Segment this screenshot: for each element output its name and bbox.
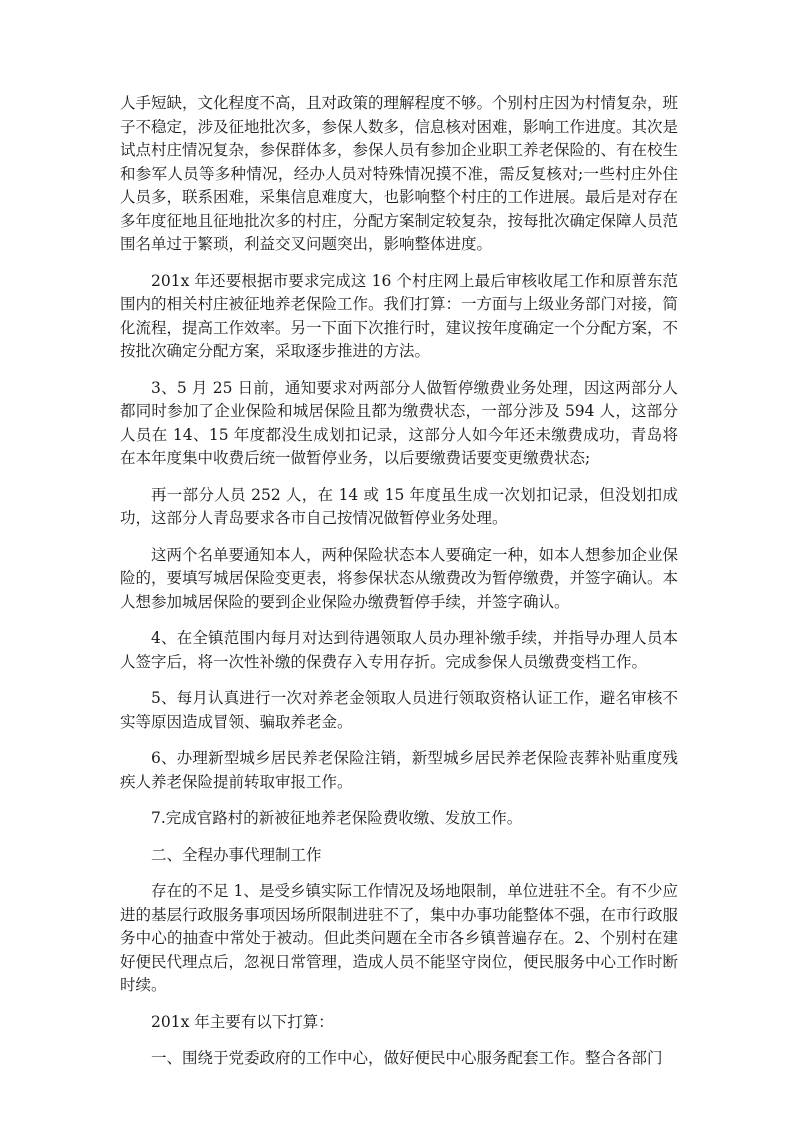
document-page xyxy=(120,92,678,1084)
section-heading: 二、全程办事代理制工作 xyxy=(151,845,322,864)
paragraph-3: 3、5 月 25 日前，通知要求对两部分人做暂停缴费业务处理，因这两部分人都同时参加了企业保险和城居保险且都为缴费状态，一部分涉及 594 人，这部分人员在 14、15 年度都没生成划扣记录，这部分人如今年还未缴费成功，青岛将在本年度集中收费后统一做暂停业务，以后要缴费话要变更缴费状态; xyxy=(120,378,678,467)
paragraph-1: 人手短缺，文化程度不高，且对政策的理解程度不够。个别村庄因为村情复杂，班子不稳定，涉及征地批次多，参保人数多，信息核对困难，影响工作进度。其次是试点村庄情况复杂，参保群体多，参保人员有参加企业职工养老保险的、有在校生和参军人员等多种情况，经办人员对特殊情况摸不准，需反复核对;一些村庄外住人员多，联系困难，采集信息难度大，也影响整个村庄的工作进展。最后是对存在多年度征地且征地批次多的村庄，分配方案制定较复杂，按每批次确定保障人员范围名单过于繁琐，利益交叉问题突出，影响整体进度。 xyxy=(120,94,679,253)
paragraph-11: 存在的不足 1、是受乡镇实际工作情况及场地限制，单位进驻不全。有不少应进的基层行政服务事项因场所限制进驻不了，集中办事功能整体不强，在市行政服务中心的抽查中常处于被动。但此类问题在全市各乡镇普遍存在。2、个别村在建好便民代理点后，忽视日常管理，造成人员不能坚守岗位，便民服务中心工作时断时续。 xyxy=(120,882,679,994)
paragraph-9: 7.完成官路村的新被征地养老保险费收缴、发放工作。 xyxy=(151,809,523,827)
paragraph-7: 5、每月认真进行一次对养老金领取人员进行领取资格认证工作，避名审核不实等原因造成冒领、骗取养老金。 xyxy=(120,689,678,731)
paragraph-4: 再一部分人员 252 人，在 14 或 15 年度虽生成一次划扣记录，但没划扣成功，这部分人青岛要求各市自己按情况做暂停业务处理。 xyxy=(120,485,678,527)
paragraph-8: 6、办理新型城乡居民养老保险注销，新型城乡居民养老保险丧葬补贴重度残疾人养老保险提前转取审报工作。 xyxy=(120,749,678,791)
paragraph-5: 这两个名单要通知本人，两种保险状态本人要确定一种，如本人想参加企业保险的，要填写城居保险变更表，将参保状态从缴费改为暂停缴费，并签字确认。本人想参加城居保险的要到企业保险办缴费暂停手续，并签字确认。 xyxy=(120,545,679,611)
paragraph-2: 201x 年还要根据市要求完成这 16 个村庄网上最后审核收尾工作和原普东范围内的相关村庄被征地养老保险工作。我们打算：一方面与上级业务部门对接，简化流程，提高工作效率。另一下面下次推行时，建议按年度确定一个分配方案，不按批次确定分配方案，采取逐步推进的方法。 xyxy=(120,271,679,360)
paragraph-12: 201x 年主要有以下打算： xyxy=(151,1012,334,1031)
paragraph-6: 4、在全镇范围内每月对达到待遇领取人员办理补缴手续，并指导办理人员本人签字后，将一次性补缴的保费存入专用存折。完成参保人员缴费变档工作。 xyxy=(120,629,678,671)
paragraph-13: 一、围绕于党委政府的工作中心，做好便民中心服务配套工作。整合各部门 xyxy=(151,1049,663,1067)
